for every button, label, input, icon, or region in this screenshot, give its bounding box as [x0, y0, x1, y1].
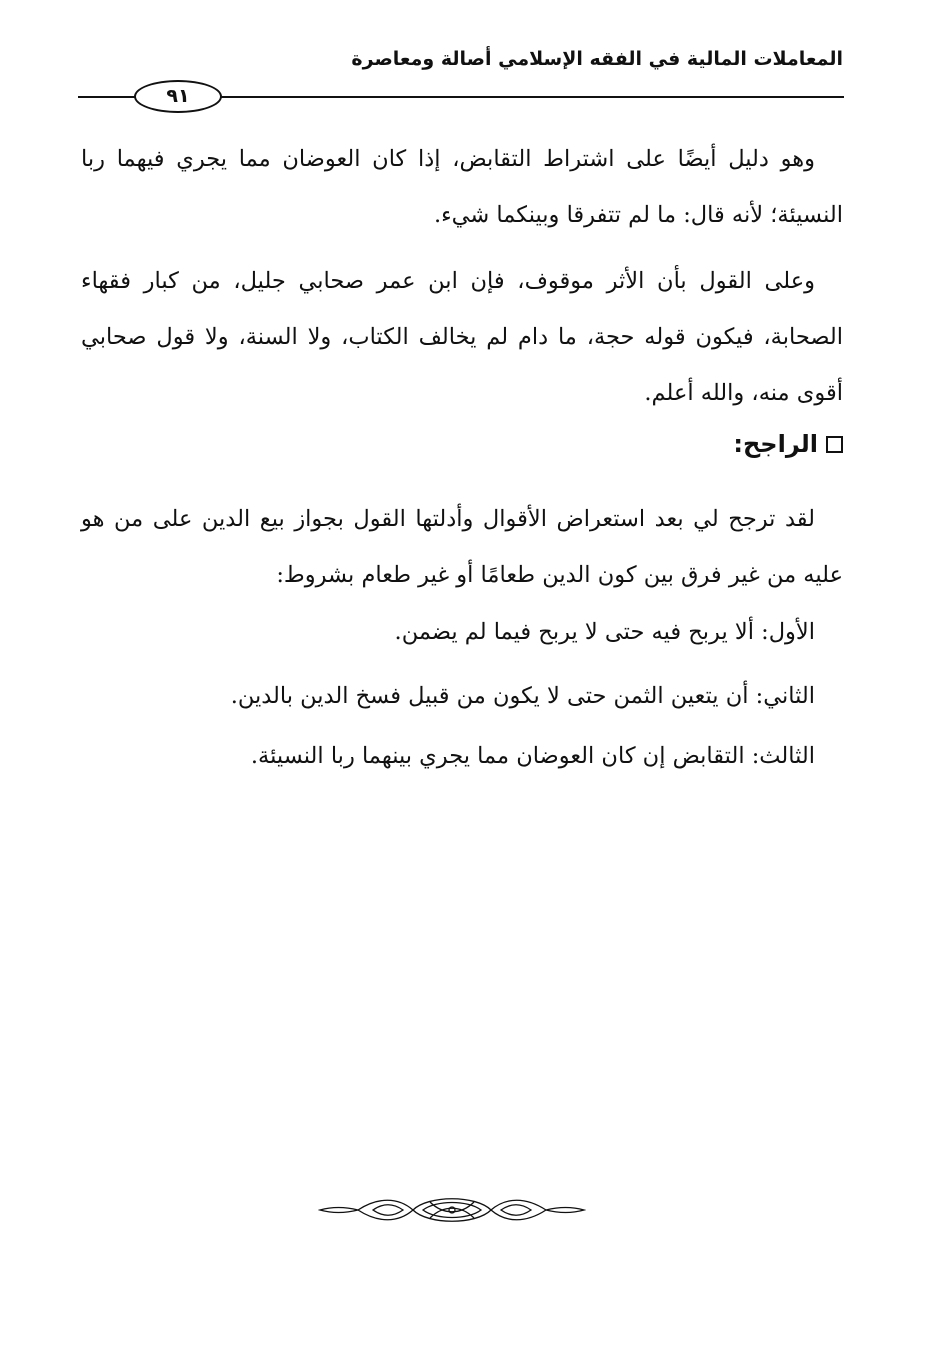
- paragraph-1: [81, 131, 843, 243]
- paragraph-2-text: وعلى القول بأن الأثر موقوف، فإن ابن عمر صحابي جليل، من كبار فقهاء الصحابة، فيكون قوله حجة، ما دام لم يخالف الكتاب، ولا السنة، ولا قول صحابي أقوى منه، والله أعلم.: [81, 268, 843, 406]
- header-rule-left: [78, 96, 140, 98]
- running-header-title: المعاملات المالية في الفقه الإسلامي أصالة ومعاصرة: [351, 48, 843, 70]
- section-intro-text: لقد ترجح لي بعد استعراض الأقوال وأدلتها القول بجواز بيع الدين على من هو عليه من غير فرق بين كون الدين طعامًا أو غير طعام بشروط:: [81, 506, 843, 588]
- paragraph-1-text: وهو دليل أيضًا على اشتراط التقابض، إذا كان العوضان مما يجري فيهما ربا النسيئة؛ لأنه قال: ما لم تتفرقا وبينكما شيء.: [81, 146, 843, 228]
- paragraph-2: [81, 253, 843, 421]
- section-intro: [81, 491, 843, 603]
- section-heading-text: الراجح:: [733, 430, 818, 458]
- condition-3: الثالث: التقابض إن كان العوضان مما يجري بينهما ربا النسيئة.: [250, 743, 815, 769]
- header-rule-right: [215, 96, 844, 98]
- ornament-divider-icon: [318, 1193, 586, 1227]
- condition-1: الأول: ألا يربح فيه حتى لا يربح فيما لم يضمن.: [394, 619, 815, 645]
- section-heading: [733, 430, 843, 458]
- square-outline-icon: [826, 436, 843, 453]
- page-number-frame: [134, 80, 222, 113]
- page-number: ٩١: [166, 85, 190, 107]
- condition-2: الثاني: أن يتعين الثمن حتى لا يكون من قبيل فسخ الدين بالدين.: [230, 683, 815, 709]
